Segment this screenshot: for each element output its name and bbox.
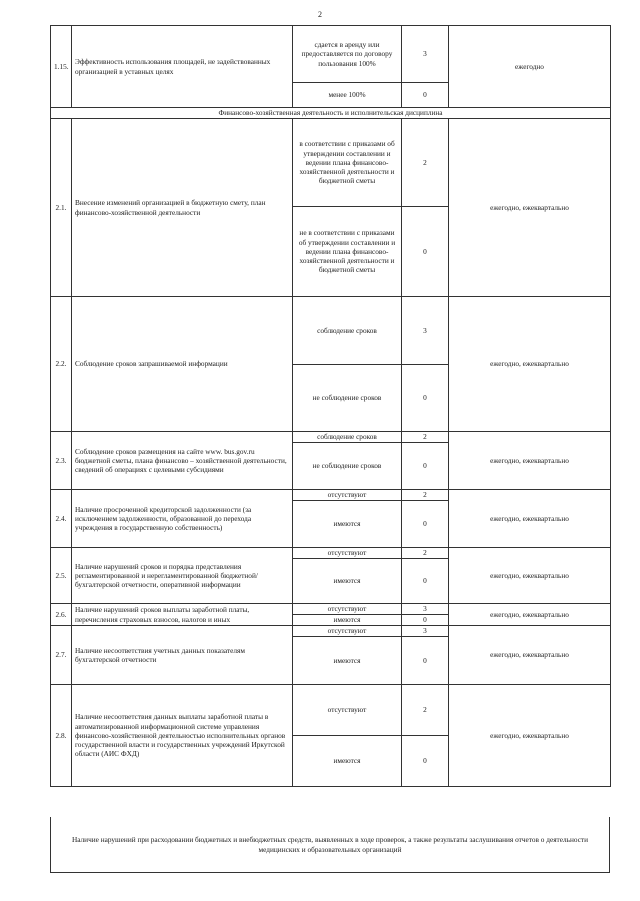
row-number: 2.4. <box>51 490 72 548</box>
row-number: 2.3. <box>51 432 72 490</box>
criteria-table <box>50 25 611 787</box>
table-row <box>51 119 611 207</box>
periodicity-text: ежегодно, ежеквартально <box>449 626 611 685</box>
points-value: 0 <box>402 615 449 626</box>
page-number: 2 <box>318 10 322 19</box>
criterion-text: имеются <box>293 637 402 685</box>
indicator-text: Соблюдение сроков размещения на сайте www. bus.gov.ru бюджетной сметы, плана финансово – хозяйственной деятельности, сведений об операциях с целевыми субсидиями <box>72 432 293 490</box>
points-value: 0 <box>402 501 449 548</box>
indicator-text: Наличие нарушений сроков и порядка представления регламентированной и нерегламентированной бюджетной/бухгалтерской отчетности, оперативной информации <box>72 548 293 604</box>
section-title: Финансово-хозяйственная деятельность и исполнительская дисциплина <box>51 108 611 119</box>
periodicity-text: ежегодно, ежеквартально <box>449 119 611 297</box>
row-number: 2.5. <box>51 548 72 604</box>
points-value: 2 <box>402 119 449 207</box>
points-value: 0 <box>402 559 449 604</box>
table-row <box>51 432 611 443</box>
periodicity-text: ежегодно <box>449 26 611 108</box>
criterion-text: имеются <box>293 501 402 548</box>
criterion-text: отсутствуют <box>293 548 402 559</box>
points-value: 2 <box>402 685 449 736</box>
criterion-text: сдается в аренду или предоставляется по договору пользования 100% <box>293 26 402 83</box>
table-row <box>51 626 611 637</box>
periodicity-text: ежегодно, ежеквартально <box>449 490 611 548</box>
criterion-text: отсутствуют <box>293 490 402 501</box>
indicator-text: Наличие несоответствия учетных данных показателям бухгалтерской отчетности <box>72 626 293 685</box>
row-number: 1.15. <box>51 26 72 108</box>
row-number: 2.7. <box>51 626 72 685</box>
criterion-text: не соблюдение сроков <box>293 443 402 490</box>
criterion-text: имеются <box>293 559 402 604</box>
indicator-text: Наличие несоответствия данных выплаты заработной платы в автоматизированной информационной системе управления финансово-хозяйственной деятельностью исполнительных органов государственной власти и государственных учреждений Иркутской области (АИС ФХД) <box>72 685 293 787</box>
section-header-row <box>51 108 611 119</box>
points-value: 0 <box>402 365 449 432</box>
criterion-text: соблюдение сроков <box>293 432 402 443</box>
criterion-text: не соблюдение сроков <box>293 365 402 432</box>
row-number: 2.1. <box>51 119 72 297</box>
points-value: 2 <box>402 548 449 559</box>
periodicity-text: ежегодно, ежеквартально <box>449 604 611 626</box>
periodicity-text: ежегодно, ежеквартально <box>449 685 611 787</box>
row-number: 2.6. <box>51 604 72 626</box>
table-row <box>51 604 611 615</box>
indicator-text: Эффективность использования площадей, не задействованных организацией в уставных целях <box>72 26 293 108</box>
criterion-text: соблюдение сроков <box>293 297 402 365</box>
table-row <box>51 548 611 559</box>
points-value: 3 <box>402 626 449 637</box>
points-value: 3 <box>402 604 449 615</box>
points-value: 2 <box>402 490 449 501</box>
periodicity-text: ежегодно, ежеквартально <box>449 297 611 432</box>
points-value: 0 <box>402 207 449 297</box>
points-value: 0 <box>402 736 449 787</box>
points-value: 3 <box>402 26 449 83</box>
criterion-text: менее 100% <box>293 83 402 108</box>
table-row <box>51 490 611 501</box>
points-value: 0 <box>402 637 449 685</box>
table-row <box>51 297 611 365</box>
criterion-text: имеются <box>293 736 402 787</box>
points-value: 0 <box>402 83 449 108</box>
criterion-text: отсутствуют <box>293 626 402 637</box>
points-value: 3 <box>402 297 449 365</box>
indicator-text: Наличие просроченной кредиторской задолженности (за исключением задолженности, образованной до перехода учреждения в государственную собственность) <box>72 490 293 548</box>
points-value: 0 <box>402 443 449 490</box>
periodicity-text: ежегодно, ежеквартально <box>449 432 611 490</box>
indicator-text: Соблюдение сроков запрашиваемой информации <box>72 297 293 432</box>
criterion-text: не в соответствии с приказами об утверждении составлении и ведении плана финансово-хозяйственной деятельности и бюджетной сметы <box>293 207 402 297</box>
criterion-text: имеются <box>293 615 402 626</box>
bottom-note: Наличие нарушений при расходовании бюджетных и внебюджетных средств, выявленных в ходе проверок, а также результаты заслушивания отчетов о деятельности медицинских и образовательных организаций <box>50 817 610 873</box>
criterion-text: отсутствуют <box>293 604 402 615</box>
table-row <box>51 26 611 83</box>
table-row <box>51 685 611 736</box>
row-number: 2.8. <box>51 685 72 787</box>
criterion-text: в соответствии с приказами об утверждении составлении и ведении плана финансово-хозяйственной деятельности и бюджетной сметы <box>293 119 402 207</box>
periodicity-text: ежегодно, ежеквартально <box>449 548 611 604</box>
criterion-text: отсутствуют <box>293 685 402 736</box>
indicator-text: Наличие нарушений сроков выплаты заработной платы, перечисления страховых взносов, налогов и иных <box>72 604 293 626</box>
indicator-text: Внесение изменений организацией в бюджетную смету, план финансово-хозяйственной деятельности <box>72 119 293 297</box>
points-value: 2 <box>402 432 449 443</box>
row-number: 2.2. <box>51 297 72 432</box>
